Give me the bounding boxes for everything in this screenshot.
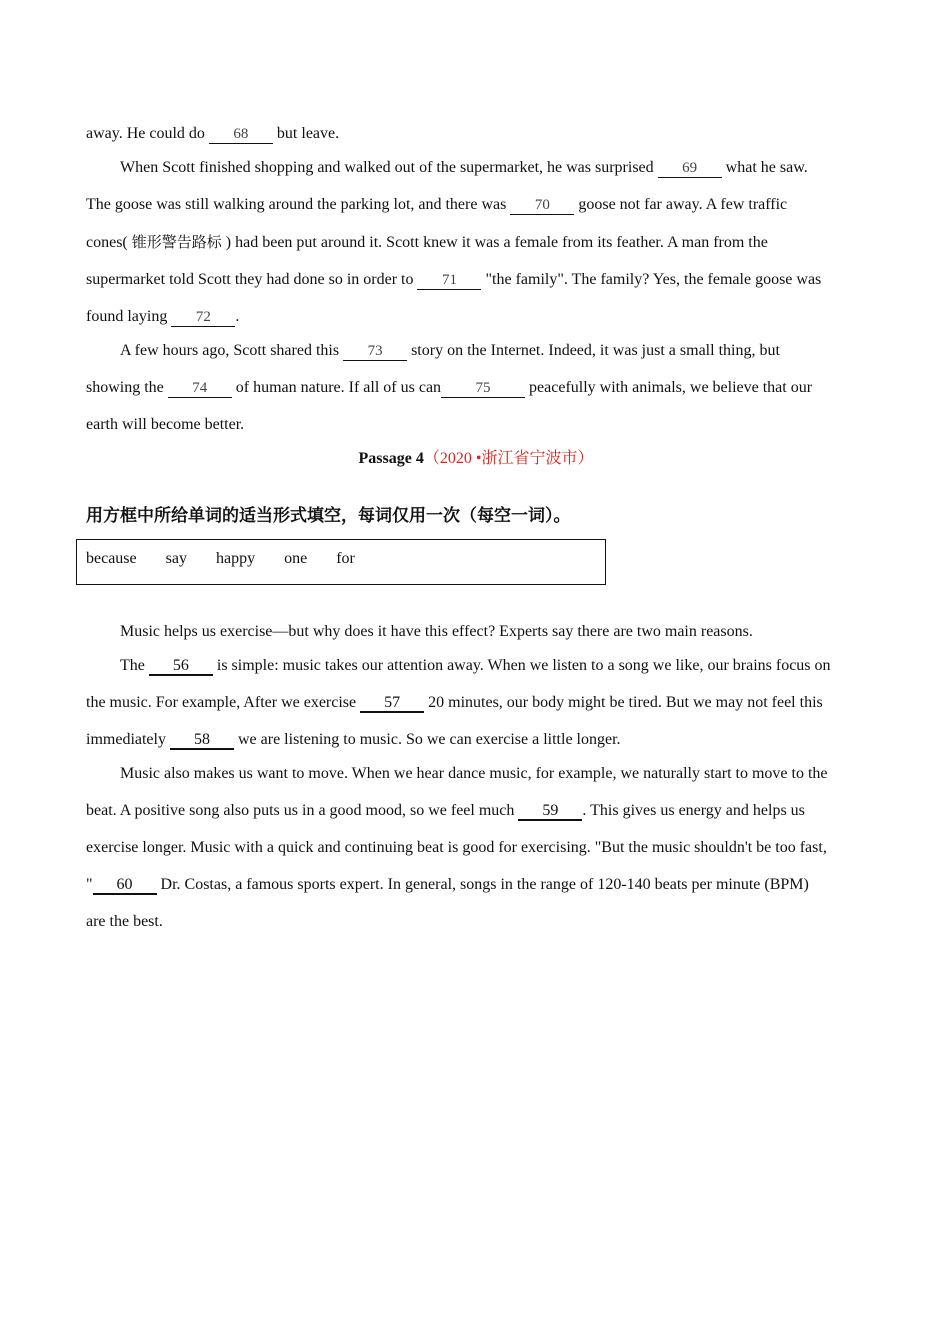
p1-line-3 bbox=[86, 232, 866, 253]
text: 20 minutes, our body might be tired. But we may not feel this bbox=[424, 694, 823, 711]
p4-1-line-1: Music helps us exercise—but why does it have this effect? Experts say there are two main reasons. bbox=[120, 623, 753, 640]
word-bank-item: because bbox=[86, 550, 137, 567]
blank-58: 58 bbox=[170, 731, 234, 750]
p4-2-line-3 bbox=[86, 730, 866, 750]
p1-line-1 bbox=[86, 158, 866, 178]
passage-source: （2020 •浙江省宁波市） bbox=[423, 450, 594, 467]
text: away. He could do bbox=[86, 125, 209, 142]
text: When Scott finished shopping and walked out of the supermarket, he was surprised bbox=[120, 159, 658, 176]
text: of human nature. If all of us can bbox=[231, 379, 442, 396]
p4-2-line-1 bbox=[86, 656, 866, 676]
p1-line-2 bbox=[86, 195, 866, 215]
p2-line-1 bbox=[86, 341, 866, 361]
p1-line-5 bbox=[86, 307, 866, 327]
text: The goose was still walking around the parking lot, and there was bbox=[86, 196, 511, 213]
text: The bbox=[120, 657, 149, 674]
document-page bbox=[86, 124, 866, 932]
text: cones( bbox=[86, 234, 132, 251]
chinese-gloss: 锥形警告路标 bbox=[131, 233, 222, 251]
blank-71: 71 bbox=[417, 272, 481, 290]
p4-2-line-2 bbox=[86, 693, 866, 713]
word-bank-box bbox=[76, 539, 606, 585]
text: earth will become better. bbox=[86, 416, 245, 433]
p2-line-3 bbox=[86, 415, 866, 435]
text: story on the Internet. Indeed, it was just a small thing, but bbox=[407, 342, 780, 359]
text: showing the bbox=[86, 379, 168, 396]
text: "the family". The family? Yes, the female goose was bbox=[481, 271, 822, 288]
text: but leave. bbox=[272, 125, 340, 142]
text: A few hours ago, Scott shared this bbox=[120, 342, 344, 359]
text: . This gives us energy and helps us bbox=[582, 802, 805, 819]
text: peacefully with animals, we believe that our bbox=[525, 379, 813, 396]
text: we are listening to music. So we can exercise a little longer. bbox=[233, 731, 621, 748]
text: found laying bbox=[86, 308, 172, 325]
text: " bbox=[86, 876, 93, 893]
p2-line-2 bbox=[86, 378, 866, 398]
p4-3-line-2 bbox=[86, 801, 866, 821]
blank-70: 70 bbox=[510, 197, 574, 215]
text: what he saw. bbox=[721, 159, 808, 176]
blank-75: 75 bbox=[441, 380, 525, 398]
text: beat. A positive song also puts us in a good mood, so we feel much bbox=[86, 802, 519, 819]
blank-74: 74 bbox=[168, 380, 232, 398]
word-bank-item: happy bbox=[215, 550, 256, 567]
blank-59: 59 bbox=[518, 802, 582, 821]
text: . bbox=[235, 308, 240, 325]
blank-72: 72 bbox=[171, 309, 235, 327]
p4-3-line-1: Music also makes us want to move. When we hear dance music, for example, we naturally start to move to the bbox=[120, 765, 828, 782]
blank-73: 73 bbox=[343, 343, 407, 361]
blank-68: 68 bbox=[209, 126, 273, 144]
text: immediately bbox=[86, 731, 170, 748]
passage-title bbox=[86, 449, 866, 469]
text: supermarket told Scott they had done so in order to bbox=[86, 271, 418, 288]
text: Dr. Costas, a famous sports expert. In general, songs in the range of 120-140 beats per minute (BPM) bbox=[156, 876, 809, 893]
word-bank-item: say bbox=[165, 550, 187, 567]
blank-69: 69 bbox=[658, 160, 722, 178]
text: is simple: music takes our attention away. When we listen to a song we like, our brains focus on bbox=[212, 657, 831, 674]
word-bank-item: one bbox=[284, 550, 308, 567]
passage-label: Passage 4 bbox=[358, 450, 424, 467]
blank-57: 57 bbox=[360, 694, 424, 713]
p0-line-1 bbox=[86, 124, 866, 144]
blank-60: 60 bbox=[93, 876, 157, 895]
text: ) had been put around it. Scott knew it was a female from its feather. A man from the bbox=[221, 234, 768, 251]
word-bank-item: for bbox=[336, 550, 355, 567]
p1-line-4 bbox=[86, 270, 866, 290]
instruction: 用方框中所给单词的适当形式填空，每词仅用一次（每空一词）。 bbox=[86, 506, 571, 526]
p4-3-line-3: exercise longer. Music with a quick and continuing beat is good for exercising. "But the music shouldn't be too fast, bbox=[86, 839, 827, 856]
blank-56: 56 bbox=[149, 657, 213, 676]
p4-3-line-5: are the best. bbox=[86, 913, 163, 930]
text: the music. For example, After we exercise bbox=[86, 694, 361, 711]
text: goose not far away. A few traffic bbox=[574, 196, 788, 213]
p4-3-line-4 bbox=[86, 875, 866, 895]
